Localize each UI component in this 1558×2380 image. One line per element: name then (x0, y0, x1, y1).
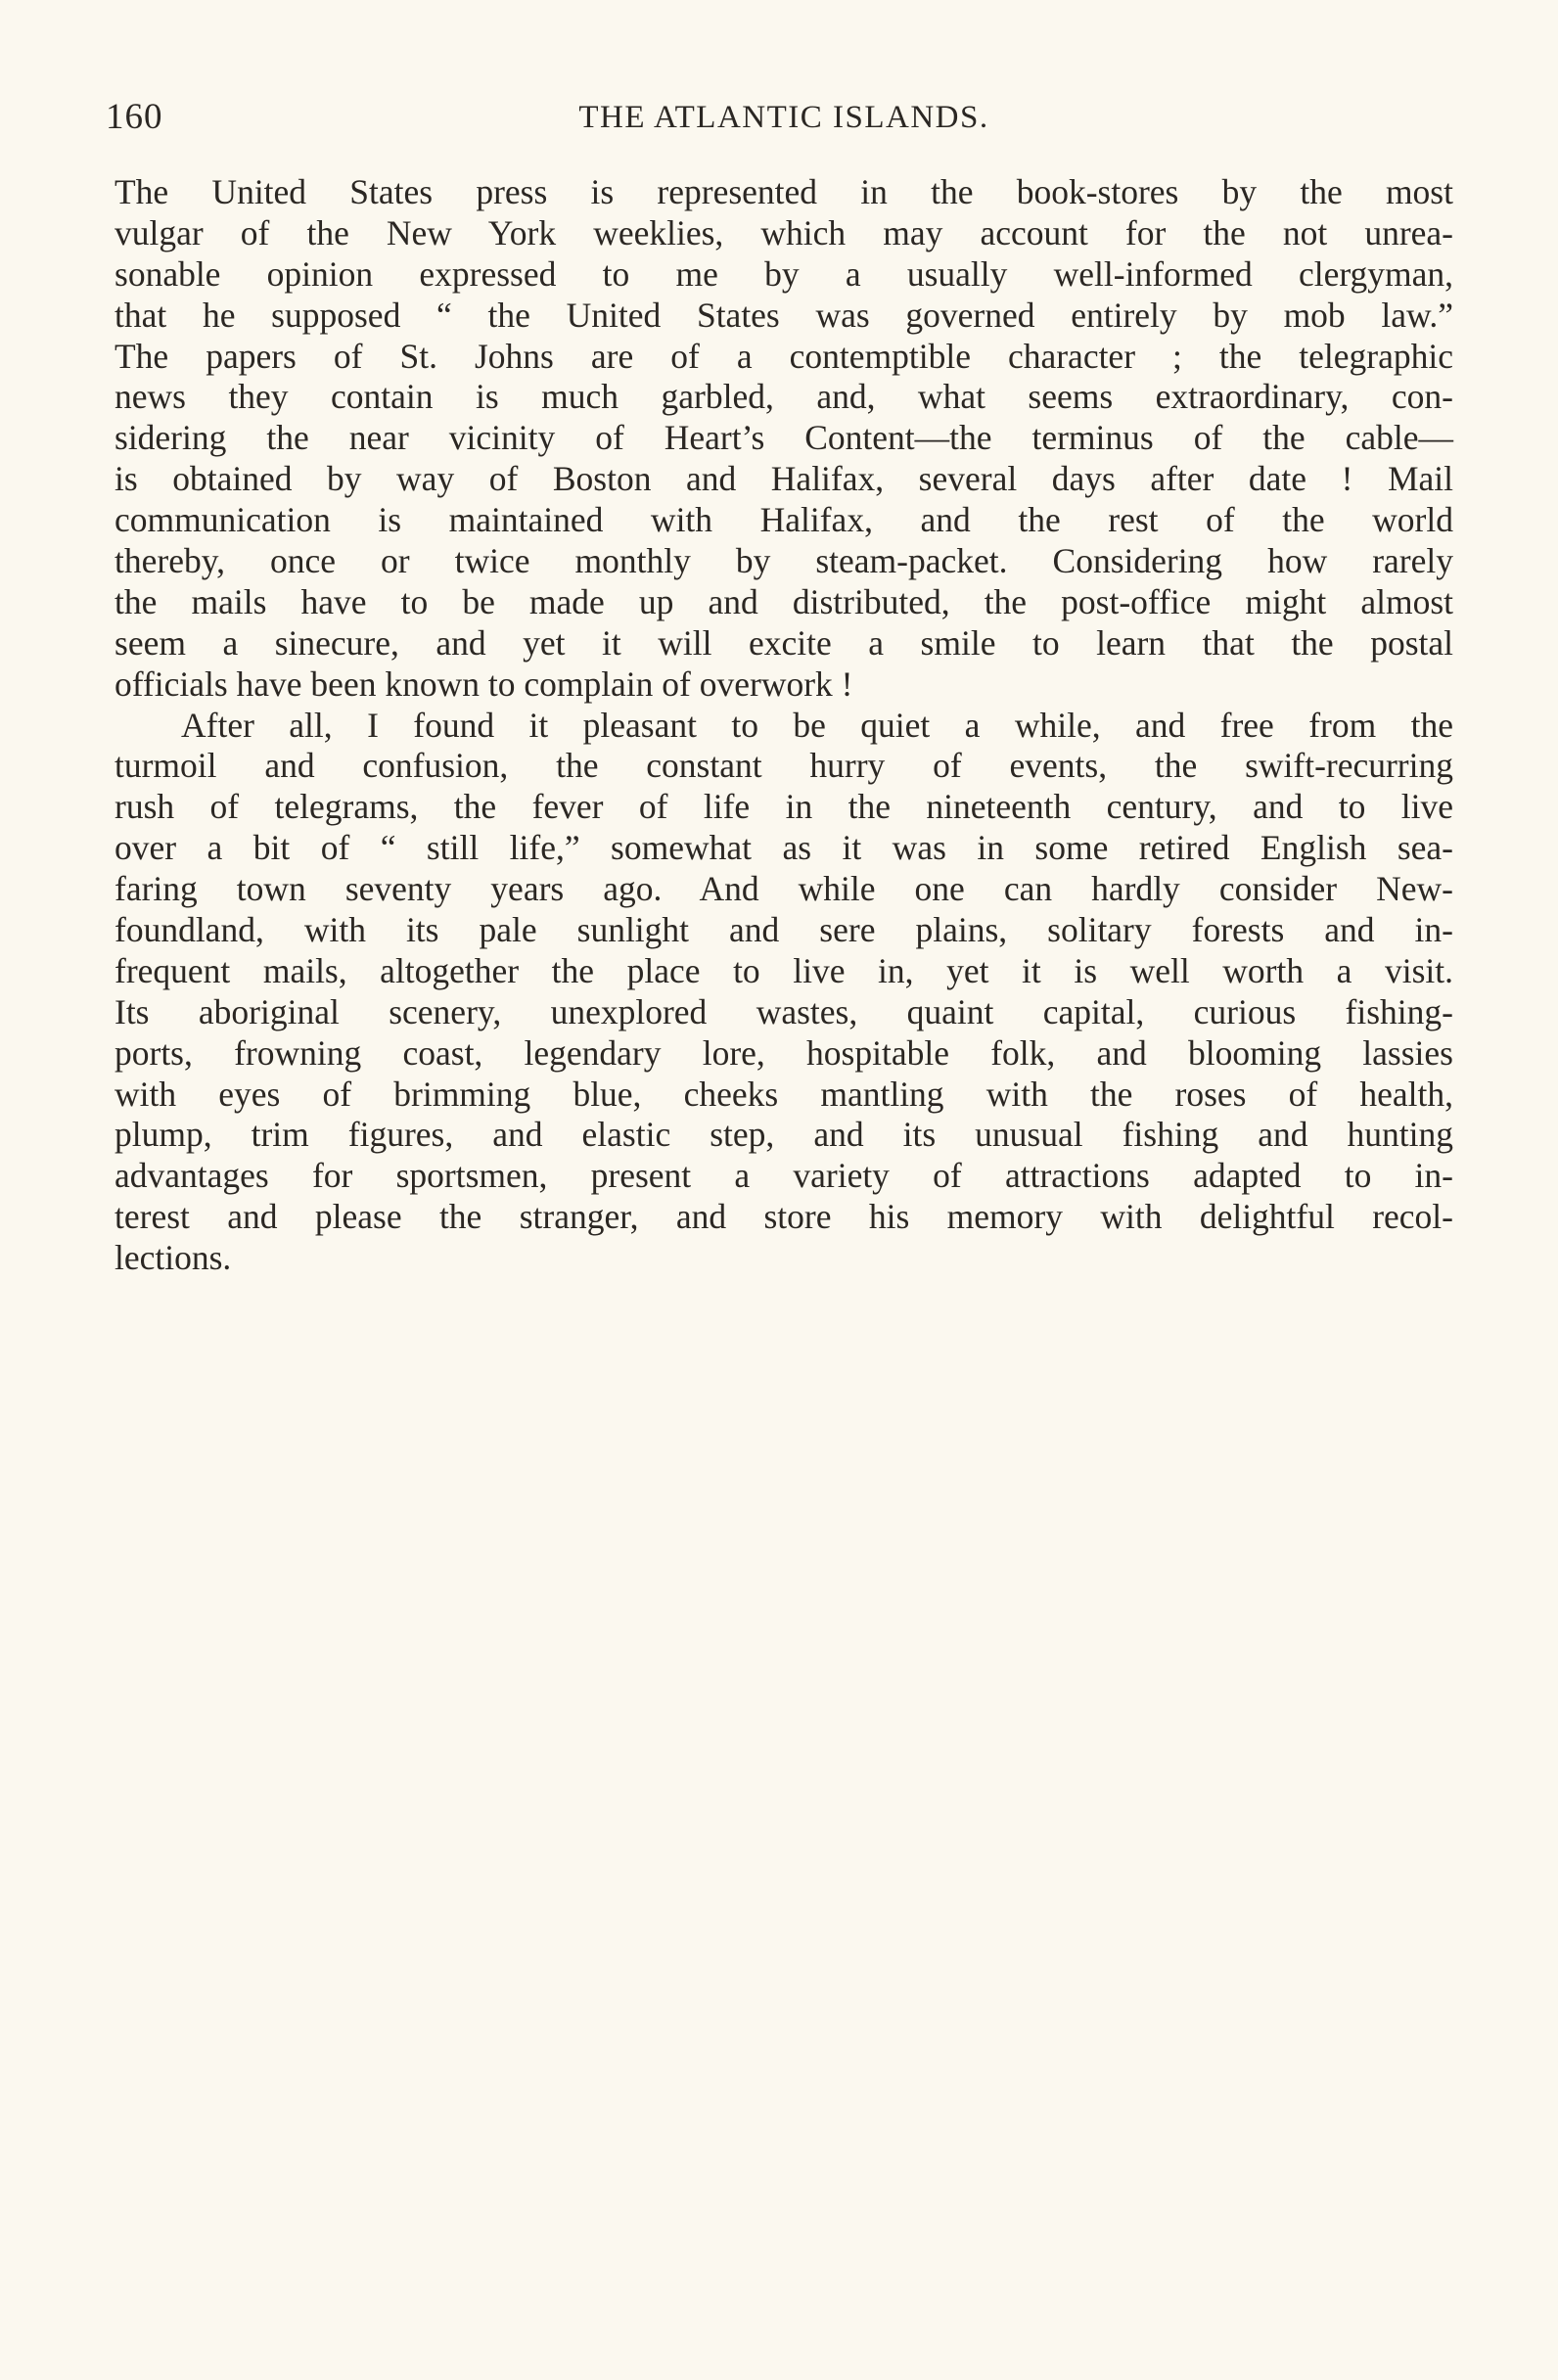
text-line: over a bit of “ still life,” somewhat as it was in some retired English sea- (115, 828, 1453, 868)
text-line: thereby, once or twice monthly by steam-packet. Considering how rarely (115, 541, 1453, 581)
text-line: communication is maintained with Halifax, and the rest of the world (115, 500, 1453, 540)
text-line: Its aboriginal scenery, unexplored wastes, quaint capital, curious fishing- (115, 991, 1453, 1031)
text-line: terest and please the stranger, and store his memory with delightful recol- (115, 1197, 1453, 1237)
paragraph-2 (115, 706, 1453, 1279)
running-head: THE ATLANTIC ISLANDS. (578, 100, 989, 135)
text-line: advantages for sportsmen, present a variety of attractions adapted to in- (115, 1156, 1453, 1196)
text-line: with eyes of brimming blue, cheeks mantling with the roses of health, (115, 1074, 1453, 1114)
text-line: The papers of St. Johns are of a contemptible character ; the telegraphic (115, 336, 1453, 376)
text-line: turmoil and confusion, the constant hurry of events, the swift-recurring (115, 746, 1453, 786)
text-line: is obtained by way of Boston and Halifax, several days after date ! Mail (115, 459, 1453, 499)
text-line: officials have been known to complain of overwork ! (115, 664, 853, 704)
text-line: sidering the near vicinity of Heart’s Content—the terminus of the cable— (115, 418, 1453, 458)
text-line: seem a sinecure, and yet it will excite a smile to learn that the postal (115, 622, 1453, 663)
text-line: frequent mails, altogether the place to live in, yet it is well worth a visit. (115, 950, 1453, 990)
paragraph-1 (115, 172, 1453, 706)
text-line: foundland, with its pale sunlight and sere plains, solitary forests and in- (115, 910, 1453, 950)
text-line: ports, frowning coast, legendary lore, hospitable folk, and blooming lassies (115, 1032, 1453, 1073)
page-number: 160 (106, 97, 163, 137)
text-line: The United States press is represented in the book-stores by the most (115, 172, 1453, 211)
text-line: news they contain is much garbled, and, what seems extraordinary, con- (115, 377, 1453, 417)
text-line: lections. (115, 1238, 232, 1278)
text-line: the mails have to be made up and distributed, the post-office might almost (115, 581, 1453, 621)
page-header (106, 96, 1462, 145)
text-line: faring town seventy years ago. And while one can hardly consider New- (115, 869, 1453, 909)
text-line: After all, I found it pleasant to be quiet a while, and free from the (181, 705, 1453, 745)
body-text (115, 172, 1453, 1279)
text-line: plump, trim figures, and elastic step, and its unusual fishing and hunting (115, 1115, 1453, 1155)
text-line: sonable opinion expressed to me by a usually well-informed clergyman, (115, 253, 1453, 294)
text-line: vulgar of the New York weeklies, which may account for the not unrea- (115, 212, 1453, 252)
text-line: that he supposed “ the United States was governed entirely by mob law.” (115, 295, 1453, 335)
text-line: rush of telegrams, the fever of life in the nineteenth century, and to live (115, 787, 1453, 827)
